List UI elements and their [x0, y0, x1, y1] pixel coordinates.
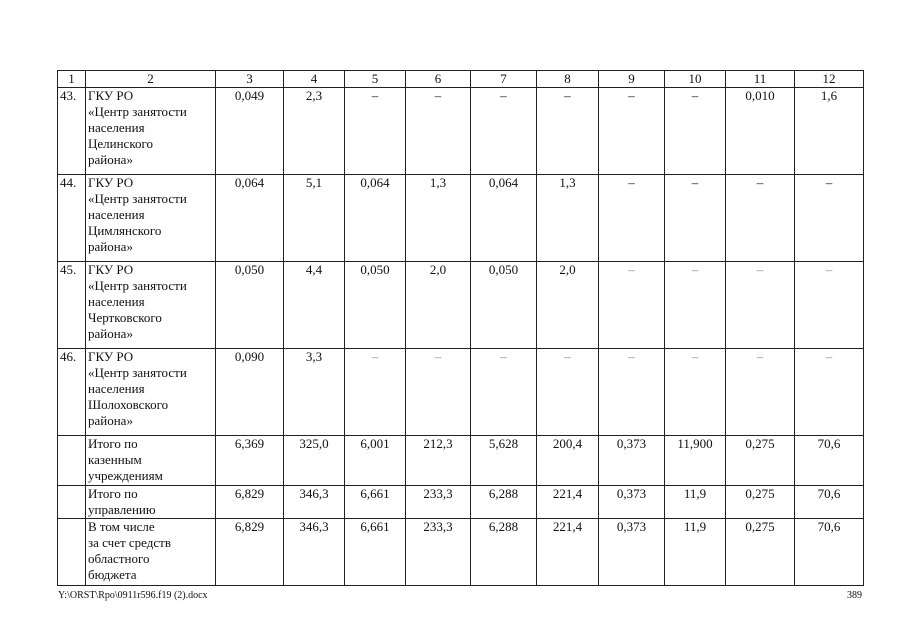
value-cell-col-9: 0,373 — [599, 486, 665, 519]
table-row — [58, 88, 864, 175]
value-cell-col-10: – — [665, 88, 726, 175]
data-table — [57, 70, 864, 586]
value-cell-col-7: 6,288 — [471, 486, 537, 519]
value-cell-col-11: – — [726, 349, 795, 436]
value-cell-col-10: 11,9 — [665, 486, 726, 519]
row-number-cell: 43. — [58, 88, 86, 175]
organization-name-cell: ГКУ РО «Центр занятости населения Чертковского района» — [86, 262, 216, 349]
value-cell-col-7: 5,628 — [471, 436, 537, 486]
value-cell-col-10: – — [665, 262, 726, 349]
value-cell-col-10: – — [665, 349, 726, 436]
table-body — [58, 88, 864, 586]
column-header-5: 5 — [345, 71, 406, 88]
organization-name-cell: ГКУ РО «Центр занятости населения Цимлянского района» — [86, 175, 216, 262]
value-cell-col-12: 70,6 — [795, 486, 864, 519]
organization-name-cell: ГКУ РО «Центр занятости населения Шолоховского района» — [86, 349, 216, 436]
value-cell-col-6: – — [406, 349, 471, 436]
column-header-8: 8 — [537, 71, 599, 88]
value-cell-col-8: 221,4 — [537, 519, 599, 586]
row-number-cell — [58, 436, 86, 486]
value-cell-col-8: 200,4 — [537, 436, 599, 486]
value-cell-col-9: – — [599, 175, 665, 262]
value-cell-col-7: – — [471, 88, 537, 175]
value-cell-col-4: 346,3 — [284, 519, 345, 586]
value-cell-col-3: 0,064 — [216, 175, 284, 262]
value-cell-col-7: 0,064 — [471, 175, 537, 262]
value-cell-col-4: 4,4 — [284, 262, 345, 349]
value-cell-col-11: 0,275 — [726, 519, 795, 586]
value-cell-col-12: – — [795, 175, 864, 262]
value-cell-col-11: 0,275 — [726, 436, 795, 486]
table-row — [58, 519, 864, 586]
column-header-2: 2 — [86, 71, 216, 88]
value-cell-col-8: – — [537, 88, 599, 175]
value-cell-col-12: 70,6 — [795, 519, 864, 586]
value-cell-col-9: – — [599, 88, 665, 175]
row-number-cell: 46. — [58, 349, 86, 436]
value-cell-col-9: – — [599, 349, 665, 436]
organization-name-cell: Итого по управлению — [86, 486, 216, 519]
value-cell-col-9: 0,373 — [599, 436, 665, 486]
column-header-7: 7 — [471, 71, 537, 88]
value-cell-col-8: 1,3 — [537, 175, 599, 262]
column-header-9: 9 — [599, 71, 665, 88]
value-cell-col-12: 70,6 — [795, 436, 864, 486]
value-cell-col-7: 0,050 — [471, 262, 537, 349]
table-row — [58, 262, 864, 349]
column-header-3: 3 — [216, 71, 284, 88]
value-cell-col-6: 212,3 — [406, 436, 471, 486]
value-cell-col-12: – — [795, 262, 864, 349]
value-cell-col-3: 0,090 — [216, 349, 284, 436]
row-number-cell — [58, 486, 86, 519]
row-number-cell — [58, 519, 86, 586]
organization-name-cell: Итого по казенным учреждениям — [86, 436, 216, 486]
value-cell-col-9: 0,373 — [599, 519, 665, 586]
value-cell-col-10: – — [665, 175, 726, 262]
value-cell-col-11: 0,275 — [726, 486, 795, 519]
value-cell-col-8: 2,0 — [537, 262, 599, 349]
column-header-4: 4 — [284, 71, 345, 88]
value-cell-col-6: 1,3 — [406, 175, 471, 262]
value-cell-col-5: 0,064 — [345, 175, 406, 262]
footer-file-path: Y:\ORST\Rpo\0911r596.f19 (2).docx — [58, 590, 208, 601]
value-cell-col-11: 0,010 — [726, 88, 795, 175]
value-cell-col-5: 0,050 — [345, 262, 406, 349]
value-cell-col-3: 6,829 — [216, 519, 284, 586]
value-cell-col-5: 6,661 — [345, 519, 406, 586]
table-row — [58, 486, 864, 519]
column-header-12: 12 — [795, 71, 864, 88]
value-cell-col-3: 0,049 — [216, 88, 284, 175]
value-cell-col-6: 233,3 — [406, 486, 471, 519]
value-cell-col-11: – — [726, 175, 795, 262]
value-cell-col-7: 6,288 — [471, 519, 537, 586]
value-cell-col-11: – — [726, 262, 795, 349]
table-row — [58, 175, 864, 262]
header-row — [58, 71, 864, 88]
value-cell-col-4: 5,1 — [284, 175, 345, 262]
value-cell-col-6: 2,0 — [406, 262, 471, 349]
value-cell-col-4: 325,0 — [284, 436, 345, 486]
value-cell-col-3: 0,050 — [216, 262, 284, 349]
value-cell-col-12: – — [795, 349, 864, 436]
table-row — [58, 349, 864, 436]
value-cell-col-4: 3,3 — [284, 349, 345, 436]
value-cell-col-5: 6,001 — [345, 436, 406, 486]
organization-name-cell: ГКУ РО «Центр занятости населения Целинского района» — [86, 88, 216, 175]
value-cell-col-5: – — [345, 349, 406, 436]
column-header-1: 1 — [58, 71, 86, 88]
value-cell-col-4: 346,3 — [284, 486, 345, 519]
value-cell-col-5: – — [345, 88, 406, 175]
column-header-11: 11 — [726, 71, 795, 88]
value-cell-col-12: 1,6 — [795, 88, 864, 175]
value-cell-col-3: 6,369 — [216, 436, 284, 486]
value-cell-col-6: – — [406, 88, 471, 175]
value-cell-col-7: – — [471, 349, 537, 436]
row-number-cell: 44. — [58, 175, 86, 262]
value-cell-col-6: 233,3 — [406, 519, 471, 586]
value-cell-col-8: 221,4 — [537, 486, 599, 519]
page-number: 389 — [847, 590, 862, 601]
column-header-10: 10 — [665, 71, 726, 88]
value-cell-col-4: 2,3 — [284, 88, 345, 175]
value-cell-col-5: 6,661 — [345, 486, 406, 519]
value-cell-col-10: 11,9 — [665, 519, 726, 586]
value-cell-col-10: 11,900 — [665, 436, 726, 486]
value-cell-col-9: – — [599, 262, 665, 349]
column-header-6: 6 — [406, 71, 471, 88]
organization-name-cell: В том числе за счет средств областного бюджета — [86, 519, 216, 586]
table-row — [58, 436, 864, 486]
value-cell-col-8: – — [537, 349, 599, 436]
row-number-cell: 45. — [58, 262, 86, 349]
value-cell-col-3: 6,829 — [216, 486, 284, 519]
